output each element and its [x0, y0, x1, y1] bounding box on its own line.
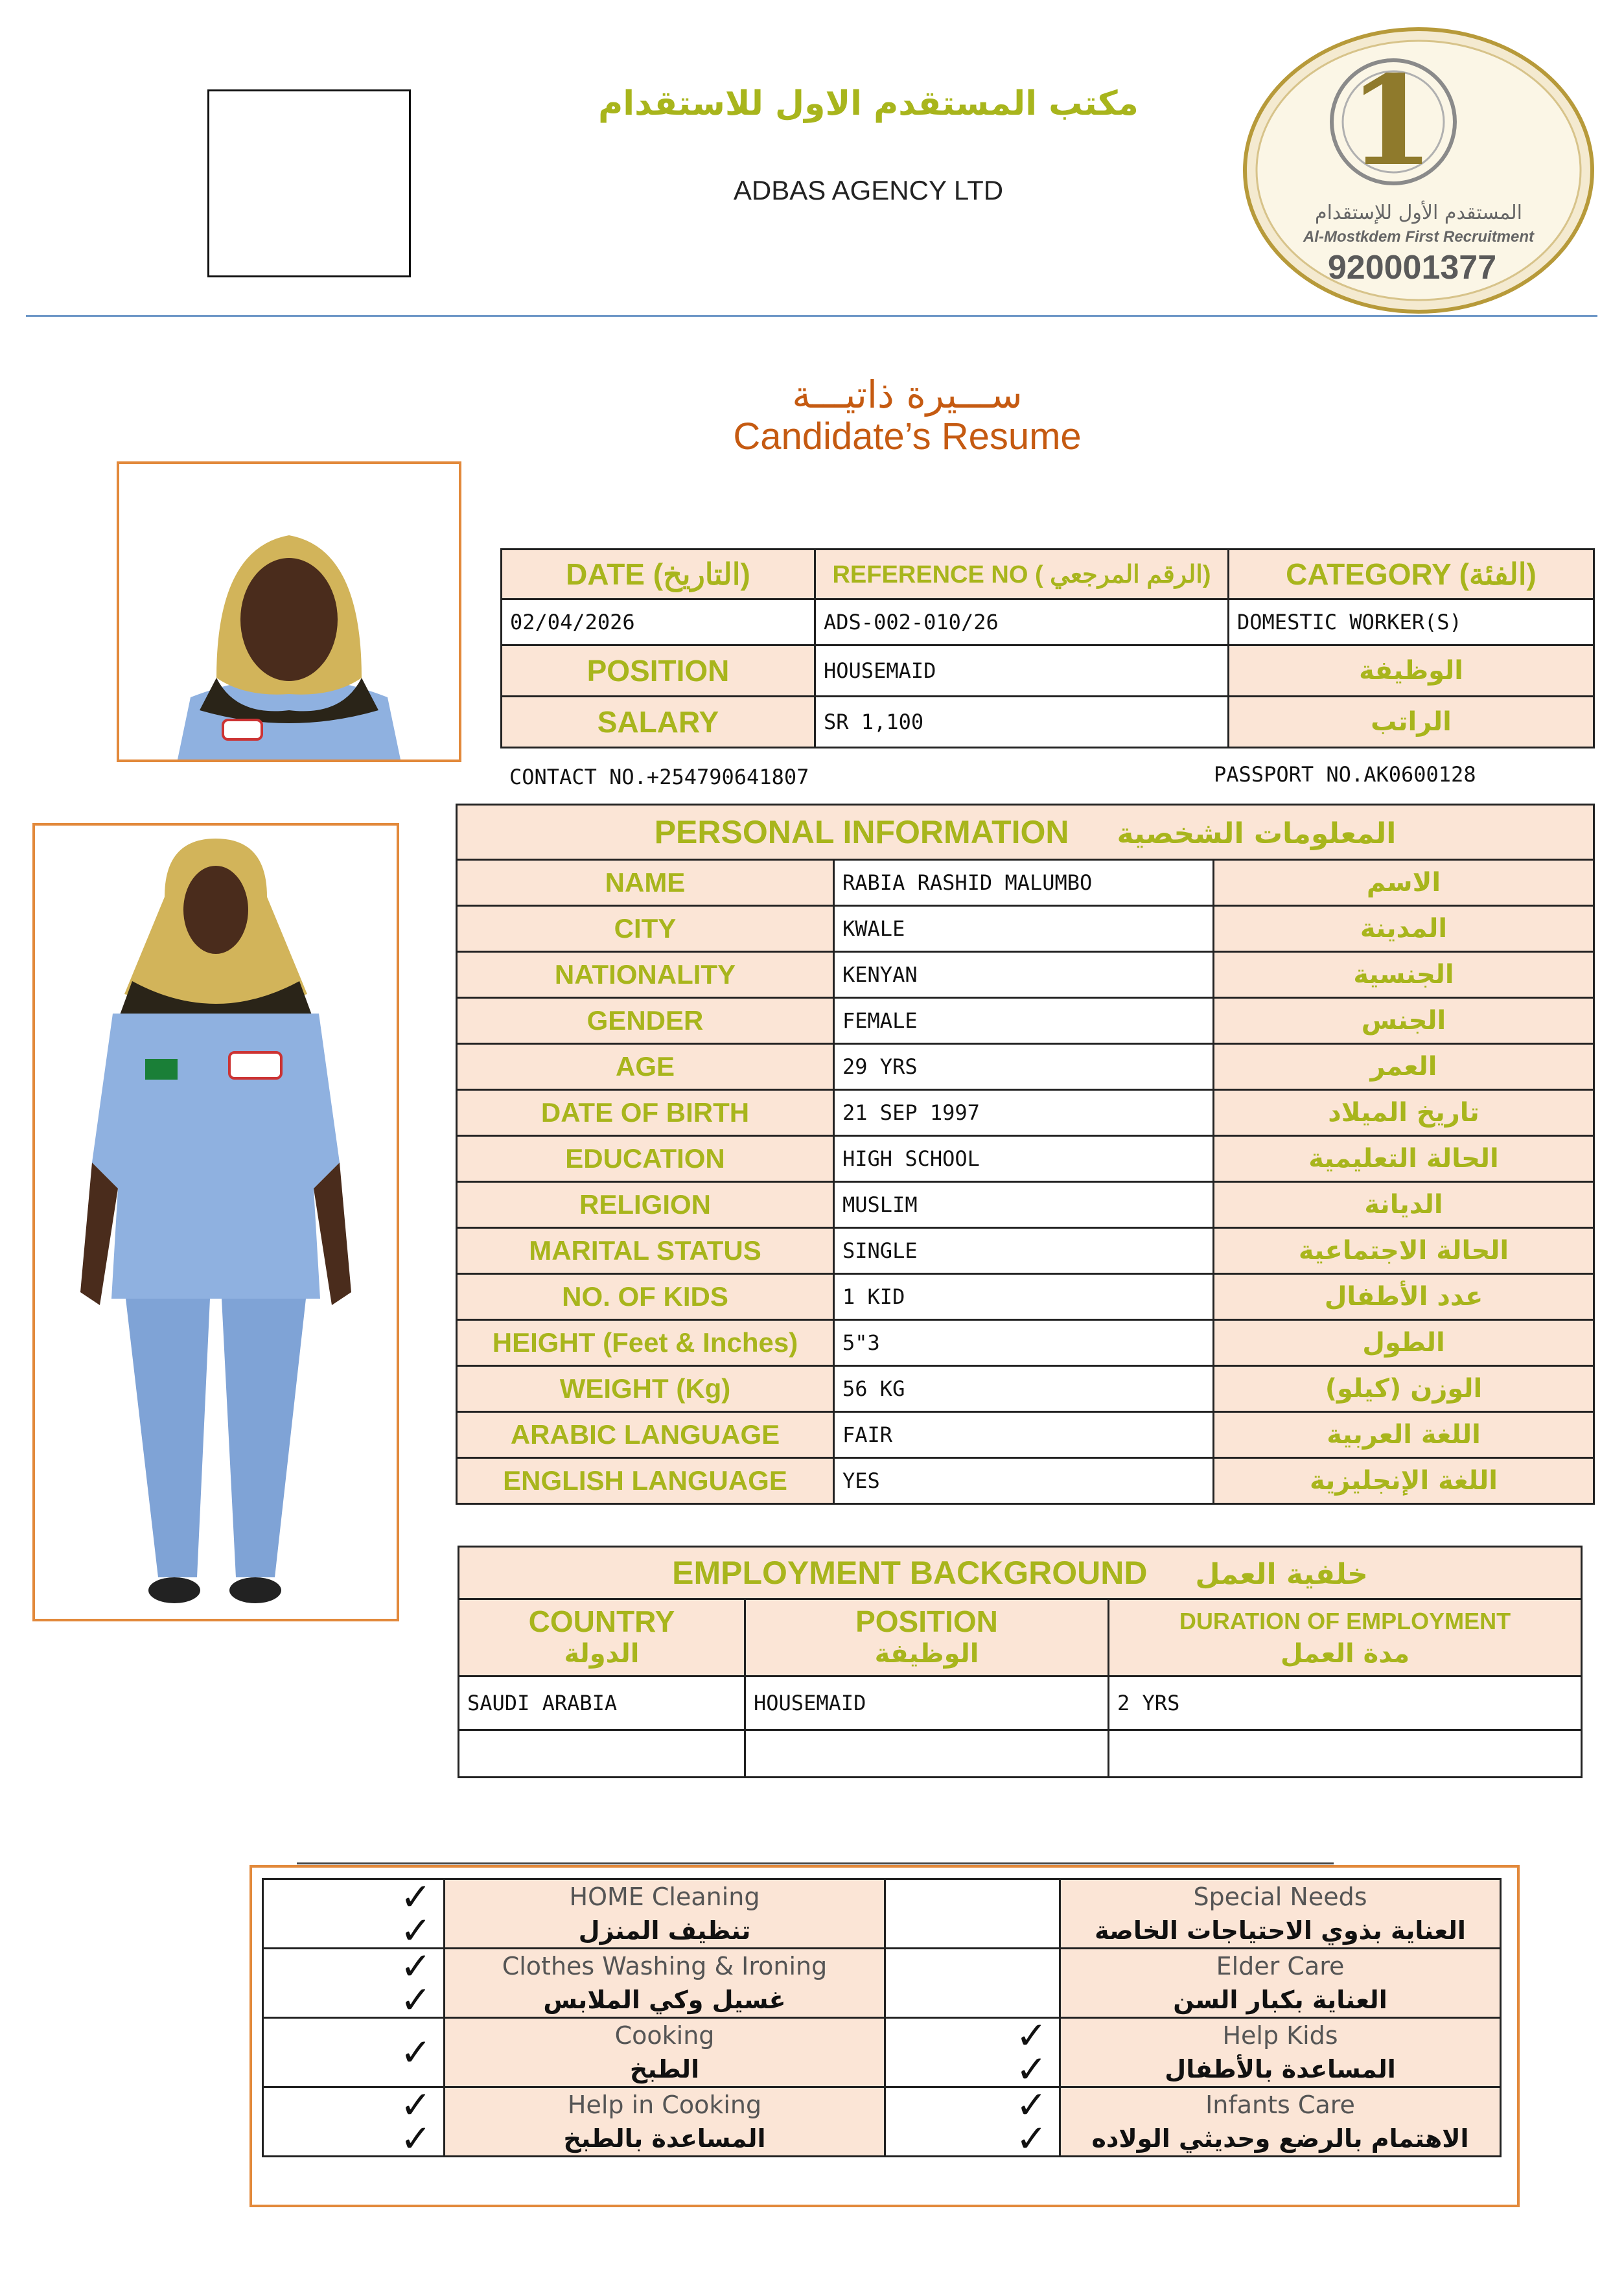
- svg-text:1: 1: [1348, 49, 1435, 193]
- personal-field-label-arabic: اللغة العربية: [1214, 1412, 1594, 1458]
- category-value: DOMESTIC WORKER(S): [1229, 599, 1594, 645]
- reference-header: REFERENCE NO ( الرقم المرجعي): [815, 550, 1229, 599]
- employment-row: [459, 1676, 1582, 1730]
- personal-field-label: NATIONALITY: [457, 952, 834, 998]
- personal-field-value: SINGLE: [834, 1228, 1214, 1274]
- org-name-arabic: مكتب المستقدم الاول للاستقدام: [598, 84, 1139, 123]
- summary-table: [500, 548, 1595, 748]
- salary-label: SALARY: [502, 697, 815, 748]
- employment-title-arabic: خلفية العمل: [1195, 1558, 1368, 1591]
- personal-field-label: NAME: [457, 860, 834, 906]
- personal-field-label-arabic: المدينة: [1214, 906, 1594, 952]
- personal-field-label: CITY: [457, 906, 834, 952]
- employment-title: EMPLOYMENT BACKGROUND: [672, 1555, 1148, 1591]
- employment-column-title: DURATION OF EMPLOYMENT: [1179, 1608, 1511, 1634]
- personal-info-row: [457, 1412, 1594, 1458]
- personal-info-header: [457, 805, 1594, 860]
- personal-info-row: [457, 998, 1594, 1044]
- employment-column-header: [745, 1599, 1109, 1676]
- skills-row: [263, 2087, 1501, 2157]
- employment-duration: 2 YRS: [1109, 1676, 1582, 1730]
- personal-info-row: [457, 1274, 1594, 1320]
- personal-info-row: [457, 1228, 1594, 1274]
- personal-field-label-arabic: الجنس: [1214, 998, 1594, 1044]
- personal-field-value: HIGH SCHOOL: [834, 1136, 1214, 1182]
- personal-field-label: DATE OF BIRTH: [457, 1090, 834, 1136]
- header-divider: [26, 315, 1597, 317]
- personal-field-value: KWALE: [834, 906, 1214, 952]
- employment-header: [459, 1547, 1582, 1599]
- skill-name-arabic: الاهتمام بالرضع وحديثي الولاده: [1091, 2124, 1469, 2153]
- contact-number: CONTACT NO.+254790641807: [509, 765, 809, 789]
- agency-name: ADBAS AGENCY LTD: [733, 175, 1004, 205]
- checkmark-icon: ✓: [400, 2030, 432, 2074]
- employment-column-title: COUNTRY: [528, 1605, 675, 1638]
- category-header: CATEGORY (الفئة): [1229, 550, 1594, 599]
- personal-field-label-arabic: الجنسية: [1214, 952, 1594, 998]
- date-header: DATE (التاريخ): [502, 550, 815, 599]
- checkmark-icon: ✓: [400, 1879, 432, 1919]
- skill-name: Clothes Washing & Ironing: [502, 1952, 828, 1980]
- photo-placeholder-box: [207, 89, 411, 277]
- right-skill-label: [1060, 1949, 1501, 2018]
- right-skill-check: [885, 1949, 1060, 2018]
- skill-name: Elder Care: [1216, 1952, 1345, 1980]
- personal-field-label-arabic: تاريخ الميلاد: [1214, 1090, 1594, 1136]
- right-skill-label: [1060, 2018, 1501, 2087]
- personal-field-label-arabic: اللغة الإنجليزية: [1214, 1458, 1594, 1504]
- skill-name-arabic: المساعدة بالطبخ: [563, 2124, 766, 2153]
- left-skill-label: [445, 2087, 885, 2157]
- personal-field-label: WEIGHT (Kg): [457, 1366, 834, 1412]
- employment-column-title-arabic: مدة العمل: [1280, 1639, 1410, 1669]
- salary-value: SR 1,100: [815, 697, 1229, 748]
- personal-field-label: NO. OF KIDS: [457, 1274, 834, 1320]
- employment-table: [458, 1546, 1583, 1778]
- employment-position: HOUSEMAID: [745, 1676, 1109, 1730]
- skills-divider: [297, 1862, 1334, 1864]
- personal-field-value: YES: [834, 1458, 1214, 1504]
- svg-text:920001377: 920001377: [1327, 249, 1497, 286]
- right-skill-check: [885, 2087, 1060, 2157]
- employment-column-header: [459, 1599, 745, 1676]
- resume-title-english: Candidate’s Resume: [733, 415, 1082, 458]
- personal-field-label-arabic: الديانة: [1214, 1182, 1594, 1228]
- personal-field-value: MUSLIM: [834, 1182, 1214, 1228]
- right-skill-check: [885, 1879, 1060, 1949]
- left-skill-check: [263, 2018, 445, 2087]
- position-label-arabic: الوظيفة: [1229, 645, 1594, 697]
- left-skill-check: [263, 2087, 445, 2157]
- portrait-photo: [117, 461, 461, 762]
- personal-info-row: [457, 1044, 1594, 1090]
- skill-name: Infants Care: [1205, 2091, 1355, 2119]
- employment-position: [745, 1730, 1109, 1778]
- personal-field-value: 5"3: [834, 1320, 1214, 1366]
- personal-field-label: ARABIC LANGUAGE: [457, 1412, 834, 1458]
- full-body-photo: [32, 823, 399, 1621]
- reference-value: ADS-002-010/26: [815, 599, 1229, 645]
- right-skill-check: [885, 2018, 1060, 2087]
- checkmark-icon: ✓: [400, 1978, 432, 2018]
- personal-info-row: [457, 1090, 1594, 1136]
- checkmark-icon: ✓: [1015, 2017, 1047, 2058]
- personal-field-label: RELIGION: [457, 1182, 834, 1228]
- personal-info-row: [457, 906, 1594, 952]
- skills-row: [263, 2018, 1501, 2087]
- personal-info-row: [457, 1366, 1594, 1412]
- personal-field-value: 1 KID: [834, 1274, 1214, 1320]
- personal-field-value: FEMALE: [834, 998, 1214, 1044]
- left-skill-label: [445, 1879, 885, 1949]
- employment-column-title-arabic: الدولة: [564, 1639, 640, 1669]
- checkmark-icon: ✓: [1015, 2087, 1047, 2127]
- employment-country: SAUDI ARABIA: [459, 1676, 745, 1730]
- skills-table: [262, 1878, 1502, 2157]
- personal-info-table: [456, 804, 1595, 1505]
- employment-column-title: POSITION: [855, 1605, 998, 1638]
- skill-name-arabic: المساعدة بالأطفال: [1165, 2055, 1396, 2083]
- personal-info-row: [457, 1320, 1594, 1366]
- date-value: 02/04/2026: [502, 599, 815, 645]
- checkmark-icon: ✓: [400, 2087, 432, 2127]
- skill-name: Cooking: [614, 2021, 715, 2050]
- checkmark-icon: ✓: [1015, 2116, 1047, 2157]
- passport-number: PASSPORT NO.AK0600128: [1214, 762, 1476, 787]
- personal-field-label-arabic: الطول: [1214, 1320, 1594, 1366]
- personal-field-value: KENYAN: [834, 952, 1214, 998]
- svg-text:المستقدم الأول للإستقدام: المستقدم الأول للإستقدام: [1315, 202, 1522, 224]
- personal-field-label-arabic: الحالة التعليمية: [1214, 1136, 1594, 1182]
- personal-field-label: HEIGHT (Feet & Inches): [457, 1320, 834, 1366]
- personal-field-label-arabic: عدد الأطفال: [1214, 1274, 1594, 1320]
- svg-text:Al-Mostkdem First Recruitment: Al-Mostkdem First Recruitment: [1303, 228, 1535, 246]
- checkmark-icon: ✓: [400, 2116, 432, 2157]
- personal-info-title-arabic: المعلومات الشخصية: [1117, 817, 1397, 850]
- left-skill-check: [263, 1879, 445, 1949]
- skill-name: Help Kids: [1222, 2021, 1338, 2050]
- left-skill-label: [445, 2018, 885, 2087]
- checkmark-icon: ✓: [400, 1948, 432, 1988]
- employment-column-title-arabic: الوظيفة: [874, 1639, 979, 1669]
- personal-field-label: MARITAL STATUS: [457, 1228, 834, 1274]
- personal-field-label: AGE: [457, 1044, 834, 1090]
- skill-name-arabic: غسيل وكي الملابس: [543, 1986, 786, 2014]
- personal-field-label-arabic: الوزن (كيلو): [1214, 1366, 1594, 1412]
- personal-field-label-arabic: الاسم: [1214, 860, 1594, 906]
- personal-field-label-arabic: الحالة الاجتماعية: [1214, 1228, 1594, 1274]
- personal-info-row: [457, 952, 1594, 998]
- skills-row: [263, 1949, 1501, 2018]
- skill-name-arabic: العناية بكبار السن: [1173, 1986, 1387, 2014]
- left-skill-check: [263, 1949, 445, 2018]
- checkmark-icon: ✓: [400, 1908, 432, 1949]
- personal-field-value: 56 KG: [834, 1366, 1214, 1412]
- position-value: HOUSEMAID: [815, 645, 1229, 697]
- resume-title-arabic: ســـيرة ذاتيـــة: [792, 373, 1023, 417]
- employment-country: [459, 1730, 745, 1778]
- personal-field-value: 21 SEP 1997: [834, 1090, 1214, 1136]
- skill-name-arabic: الطبخ: [629, 2055, 700, 2083]
- position-label: POSITION: [502, 645, 815, 697]
- employment-column-header: [1109, 1599, 1582, 1676]
- employment-duration: [1109, 1730, 1582, 1778]
- salary-label-arabic: الراتب: [1229, 697, 1594, 748]
- right-skill-label: [1060, 1879, 1501, 1949]
- personal-info-title: PERSONAL INFORMATION: [654, 814, 1069, 850]
- personal-field-label-arabic: العمر: [1214, 1044, 1594, 1090]
- personal-field-value: RABIA RASHID MALUMBO: [834, 860, 1214, 906]
- personal-field-value: 29 YRS: [834, 1044, 1214, 1090]
- right-skill-label: [1060, 2087, 1501, 2157]
- personal-field-label: GENDER: [457, 998, 834, 1044]
- skill-name: Help in Cooking: [567, 2091, 762, 2119]
- skill-name: Special Needs: [1193, 1883, 1367, 1911]
- personal-info-row: [457, 1458, 1594, 1504]
- personal-field-label: ENGLISH LANGUAGE: [457, 1458, 834, 1504]
- checkmark-icon: ✓: [1015, 2047, 1047, 2087]
- skill-name-arabic: العناية بذوي الاحتياجات الخاصة: [1095, 1916, 1466, 1945]
- personal-info-row: [457, 1182, 1594, 1228]
- personal-info-row: [457, 860, 1594, 906]
- left-skill-label: [445, 1949, 885, 2018]
- personal-field-label: EDUCATION: [457, 1136, 834, 1182]
- personal-field-value: FAIR: [834, 1412, 1214, 1458]
- employment-row: [459, 1730, 1582, 1778]
- company-logo: [1241, 25, 1596, 316]
- skill-name: HOME Cleaning: [569, 1883, 760, 1911]
- skill-name-arabic: تنظيف المنزل: [578, 1916, 751, 1945]
- skills-row: [263, 1879, 1501, 1949]
- personal-info-row: [457, 1136, 1594, 1182]
